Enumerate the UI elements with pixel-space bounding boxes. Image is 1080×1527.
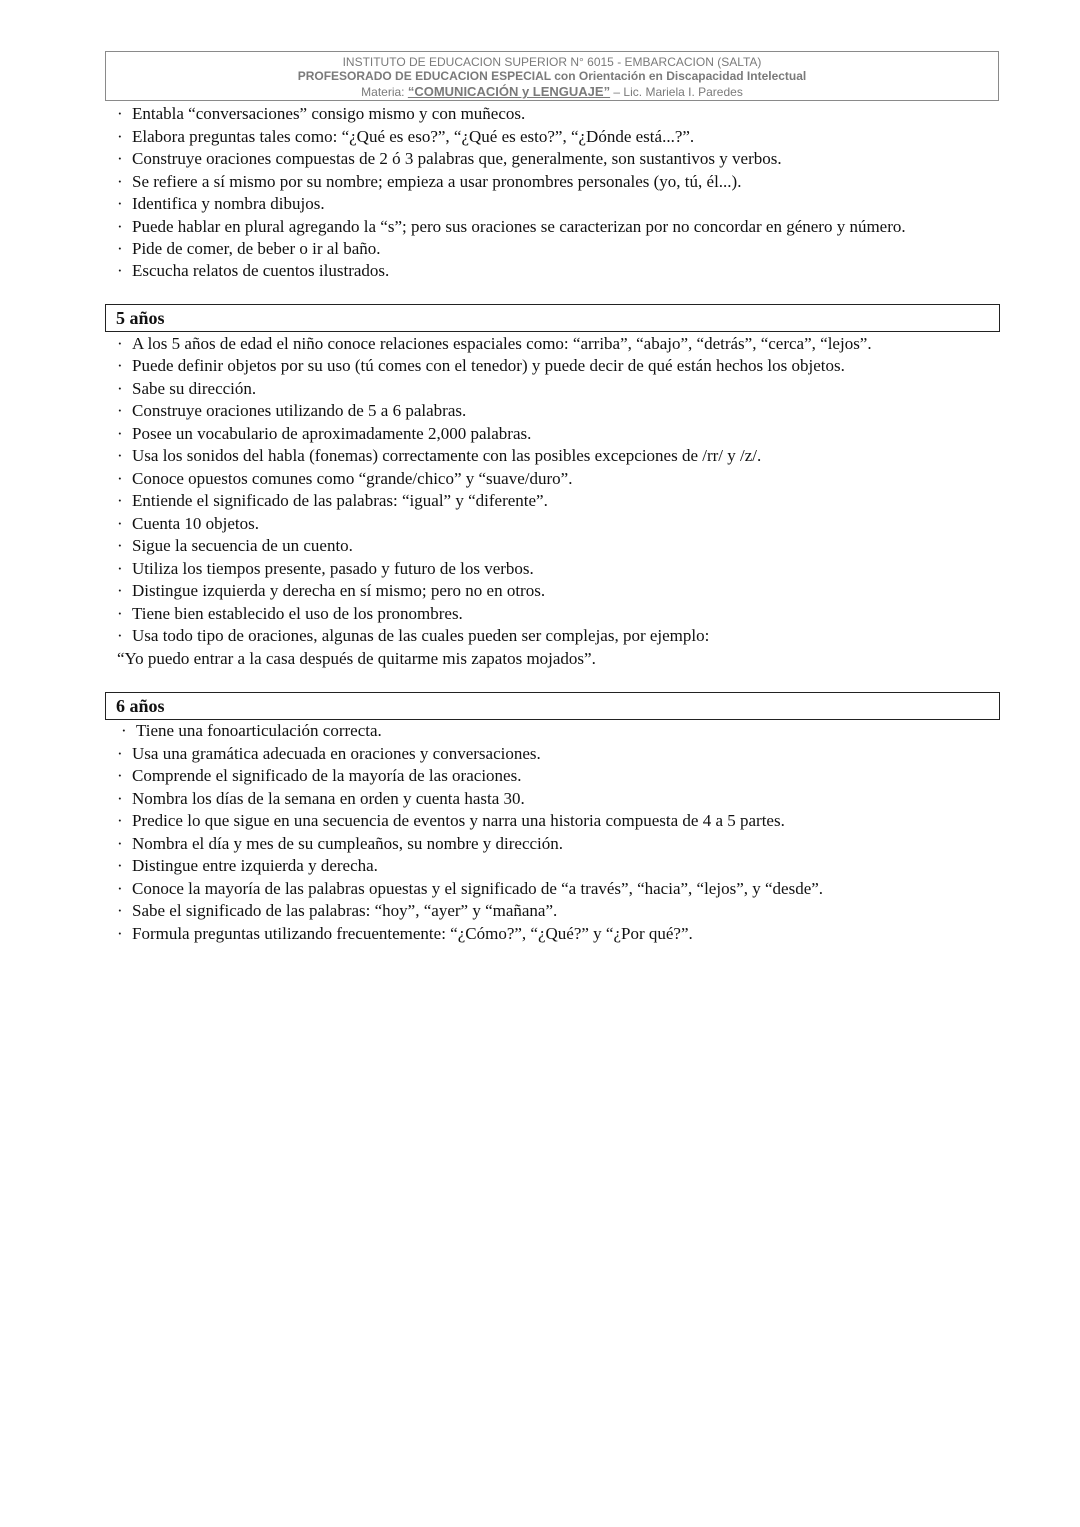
bullet-icon: · <box>117 559 123 578</box>
bullet-icon: · <box>117 811 123 830</box>
list-item: · Posee un vocabulario de aproximadamente 2,000 palabras. <box>117 424 532 443</box>
list-item: · Formula preguntas utilizando frecuentemente: “¿Cómo?”, “¿Qué?” y “¿Por qué?”. <box>117 924 693 943</box>
list-item: · Distingue izquierda y derecha en sí mismo; pero no en otros. <box>117 581 546 600</box>
list-item: · Comprende el significado de la mayoría de las oraciones. <box>117 766 522 785</box>
header-materia-name: “COMUNICACIÓN y LENGUAJE” <box>407 84 611 99</box>
list-item: · Identifica y nombra dibujos. <box>117 194 325 213</box>
list-item: · Predice lo que sigue en una secuencia de eventos y narra una historia compuesta de 4 a 5 partes. <box>117 811 785 830</box>
bullet-icon: · <box>117 604 123 623</box>
list-item: · Elabora preguntas tales como: “¿Qué es eso?”, “¿Qué es esto?”, “¿Dónde está...?”. <box>117 127 695 146</box>
bullet-icon: · <box>117 239 123 258</box>
header-institution: INSTITUTO DE EDUCACION SUPERIOR N° 6015 - EMBARCACION (SALTA) <box>342 55 762 69</box>
list-item: · Construye oraciones compuestas de 2 ó 3 palabras que, generalmente, son sustantivos y verbos. <box>117 149 782 168</box>
bullet-icon: · <box>117 127 123 146</box>
bullet-icon: · <box>117 217 123 236</box>
bullet-icon: · <box>117 149 123 168</box>
bullet-icon: · <box>117 789 123 808</box>
list-item: · Se refiere a sí mismo por su nombre; empieza a usar pronombres personales (yo, tú, él...). <box>117 172 742 191</box>
bullet-icon: · <box>117 491 123 510</box>
bullet-icon: · <box>117 469 123 488</box>
header-program: PROFESORADO DE EDUCACION ESPECIAL con Orientación en Discapacidad Intelectual <box>297 69 807 83</box>
bullet-icon: · <box>117 446 123 465</box>
list-item: · Sabe el significado de las palabras: “hoy”, “ayer” y “mañana”. <box>117 901 558 920</box>
list-item: · Cuenta 10 objetos. <box>117 514 260 533</box>
bullet-icon: · <box>117 356 123 375</box>
bullet-icon: · <box>117 856 123 875</box>
bullet-icon: · <box>117 879 123 898</box>
list-item-continuation: “Yo puedo entrar a la casa después de quitarme mis zapatos mojados”. <box>117 649 596 668</box>
header-materia-prefix: Materia: <box>361 85 408 99</box>
list-item: · Pide de comer, de beber o ir al baño. <box>117 239 381 258</box>
list-item: · Conoce la mayoría de las palabras opuestas y el significado de “a través”, “hacia”, “lejos”, y “desde”. <box>117 879 824 898</box>
bullet-icon: · <box>117 901 123 920</box>
bullet-icon: · <box>117 514 123 533</box>
list-item: · Tiene una fonoarticulación correcta. <box>121 721 382 740</box>
list-item: · Conoce opuestos comunes como “grande/chico” y “suave/duro”. <box>117 469 573 488</box>
bullet-icon: · <box>117 379 123 398</box>
bullet-icon: · <box>117 834 123 853</box>
bullet-icon: · <box>117 401 123 420</box>
bullet-icon: · <box>117 924 123 943</box>
list-item: · Nombra el día y mes de su cumpleaños, su nombre y dirección. <box>117 834 564 853</box>
bullet-icon: · <box>117 424 123 443</box>
list-item: · Sigue la secuencia de un cuento. <box>117 536 353 555</box>
list-item: · Tiene bien establecido el uso de los pronombres. <box>117 604 463 623</box>
list-item: · Entabla “conversaciones” consigo mismo y con muñecos. <box>117 104 526 123</box>
list-item: · Puede definir objetos por su uso (tú comes con el tenedor) y puede decir de qué están hechos los objetos. <box>117 356 845 375</box>
list-item: · A los 5 años de edad el niño conoce relaciones espaciales como: “arriba”, “abajo”, “detrás”, “cerca”, “lejos”. <box>117 334 872 353</box>
bullet-icon: · <box>117 536 123 555</box>
list-item: · Entiende el significado de las palabras: “igual” y “diferente”. <box>117 491 548 510</box>
bullet-icon: · <box>117 261 123 280</box>
section-title-5-anos: 5 años <box>105 304 1000 332</box>
header-materia-teacher: – Lic. Mariela I. Paredes <box>610 85 743 99</box>
bullet-icon: · <box>117 626 123 645</box>
bullet-icon: · <box>117 581 123 600</box>
list-item: · Usa todo tipo de oraciones, algunas de las cuales pueden ser complejas, por ejemplo: <box>117 626 710 645</box>
list-item: · Construye oraciones utilizando de 5 a 6 palabras. <box>117 401 467 420</box>
bullet-icon: · <box>117 744 123 763</box>
bullet-icon: · <box>117 172 123 191</box>
list-item: · Usa una gramática adecuada en oraciones y conversaciones. <box>117 744 541 763</box>
bullet-icon: · <box>117 766 123 785</box>
bullet-icon: · <box>117 194 123 213</box>
bullet-icon: · <box>117 104 123 123</box>
list-item: · Utiliza los tiempos presente, pasado y futuro de los verbos. <box>117 559 534 578</box>
list-item: · Escucha relatos de cuentos ilustrados. <box>117 261 390 280</box>
document-header <box>105 51 999 101</box>
bullet-icon: · <box>117 334 123 353</box>
list-item: · Nombra los días de la semana en orden y cuenta hasta 30. <box>117 789 525 808</box>
section-title-6-anos: 6 años <box>105 692 1000 720</box>
list-item: · Usa los sonidos del habla (fonemas) correctamente con las posibles excepciones de /rr/ y /z/. <box>117 446 762 465</box>
bullet-icon: · <box>121 721 127 740</box>
list-item: · Puede hablar en plural agregando la “s”; pero sus oraciones se caracterizan por no concordar en género y número. <box>117 217 906 236</box>
header-subject-line <box>106 84 998 100</box>
list-item: · Distingue entre izquierda y derecha. <box>117 856 378 875</box>
list-item: · Sabe su dirección. <box>117 379 257 398</box>
